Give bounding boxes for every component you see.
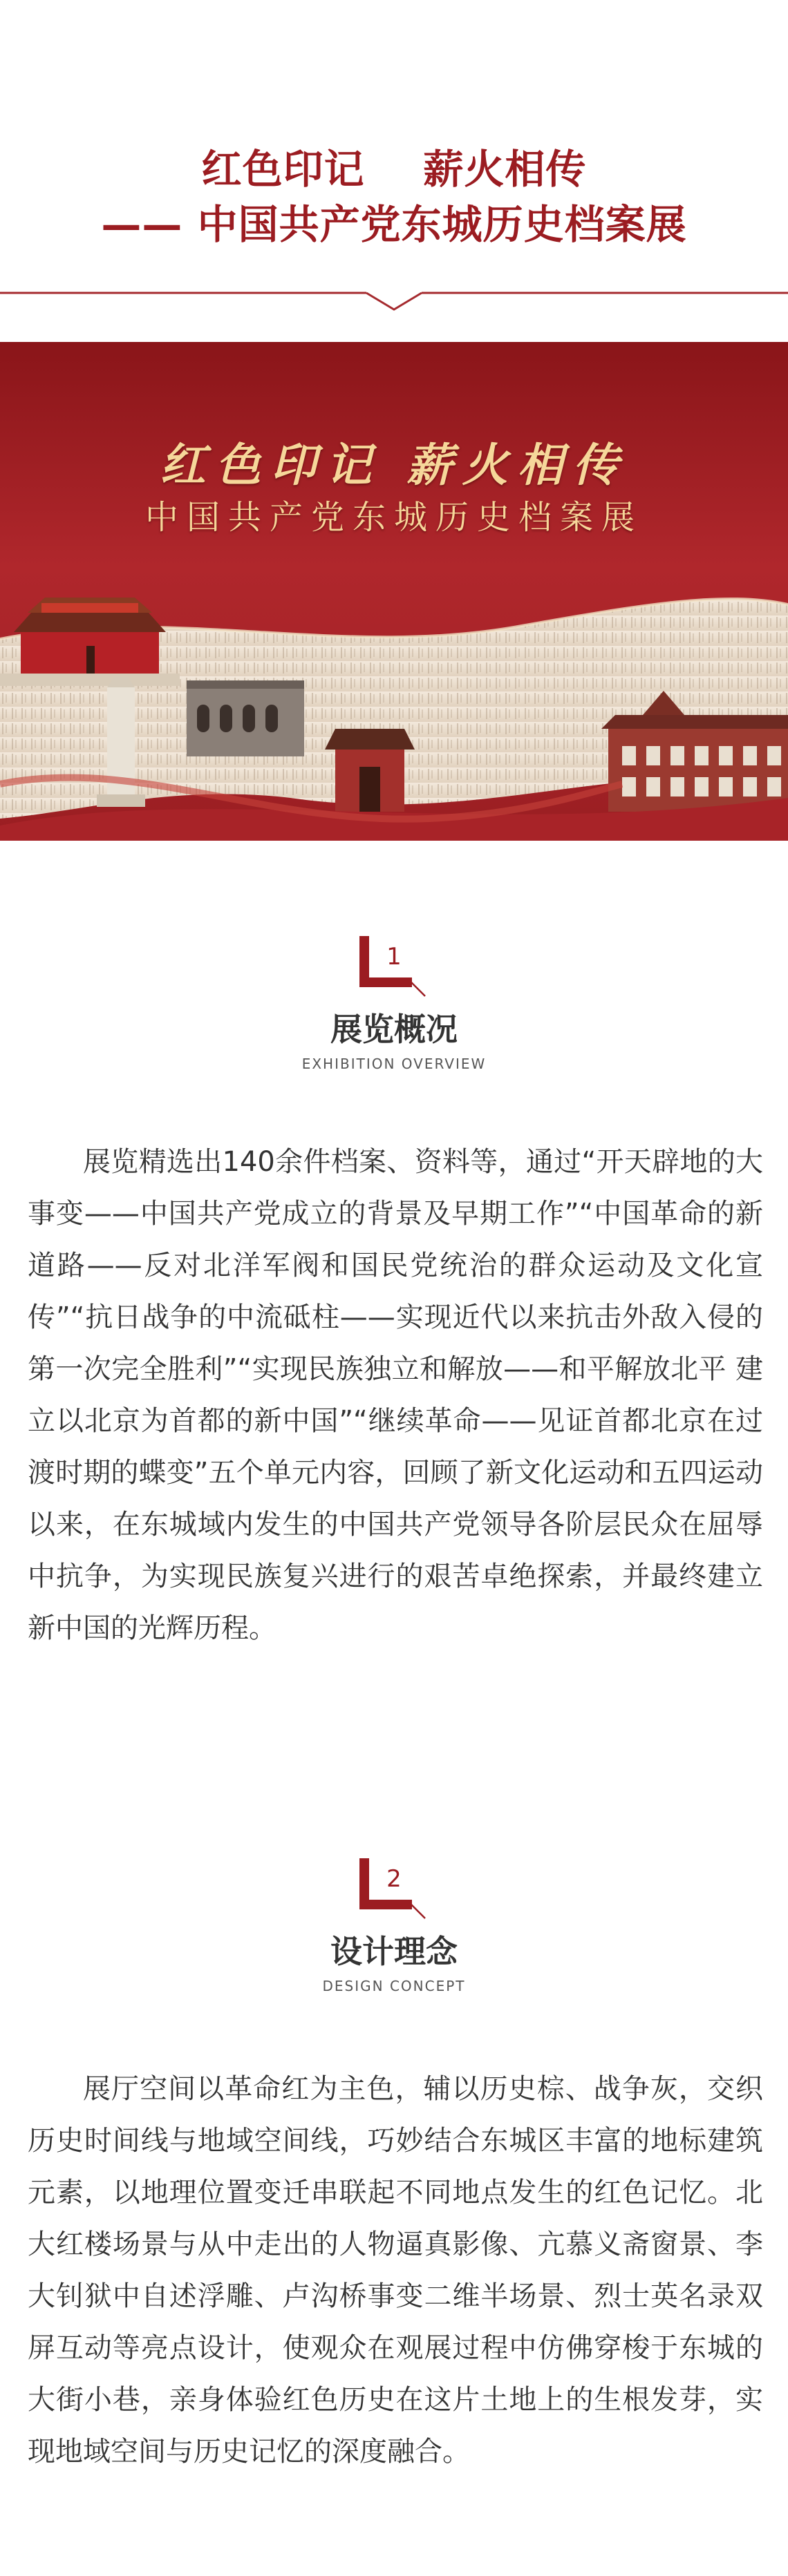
section-exhibition-overview bbox=[0, 936, 788, 1765]
section-body: 展厅空间以革命红为主色，辅以历史棕、战争灰，交织历史时间线与地域空间线，巧妙结合东城区丰富的地标建筑元素，以地理位置变迁串联起不同地点发生的红色记忆。北大红楼场景与从中走出的人物逼真影像、亢慕义斋窗景、李大钊狱中自述浮雕、卢沟桥事变二维半场景、烈士英名录双屏互动等亮点设计，使观众在观展过程中仿佛穿梭于东城的大街小巷，亲身体验红色历史在这片土地上的生根发芽，实现地域空间与历史记忆的深度融合。 bbox=[28, 2073, 763, 2468]
exhibition-banner bbox=[0, 342, 788, 841]
section-title: 设计理念 bbox=[330, 1933, 458, 1970]
page-title: 红色印记 薪火相传 bbox=[201, 146, 587, 193]
tiananmen-gate-icon bbox=[0, 598, 180, 686]
section-subtitle: DESIGN CONCEPT bbox=[322, 1978, 466, 1994]
banner-artwork bbox=[0, 342, 788, 841]
arch-building-icon bbox=[187, 680, 304, 756]
courtyard-gate-icon bbox=[325, 729, 415, 812]
section-body: 展览精选出140余件档案、资料等，通过“开天辟地的大事变——中国共产党成立的背景及早期工作”“中国革命的新道路——反对北洋军阀和国民党统治的群众运动及文化宣传”“抗日战争的中流砥柱——实现近代以来抗击外敌入侵的第一次完全胜利”“实现民族独立和解放——和平解放北平 建立以北京为首都的新中国”“继续革命——见证首都北京在过渡时期的蝶变”五个单元内容，回顾了新文化运动和五四运动以来，在东城域内发生的中国共产党领导各阶层民众在屈辱中抗争，为实现民族复兴进行的艰苦卓绝探索，并最终建立新中国的光辉历程。 bbox=[28, 1146, 763, 1644]
banner-title: 红色印记 薪火相传 bbox=[160, 438, 628, 492]
page-header bbox=[0, 0, 788, 318]
section-title: 展览概况 bbox=[330, 1011, 458, 1048]
section-subtitle: EXHIBITION OVERVIEW bbox=[301, 1056, 487, 1072]
banner-subtitle: 中国共产党东城历史档案展 bbox=[144, 498, 643, 537]
section-number: 2 bbox=[386, 1865, 402, 1893]
section-design-concept bbox=[0, 1858, 788, 2576]
page-subtitle: —— 中国共产党东城历史档案展 bbox=[101, 201, 687, 248]
header-divider bbox=[0, 289, 788, 316]
section-number: 1 bbox=[386, 943, 402, 971]
